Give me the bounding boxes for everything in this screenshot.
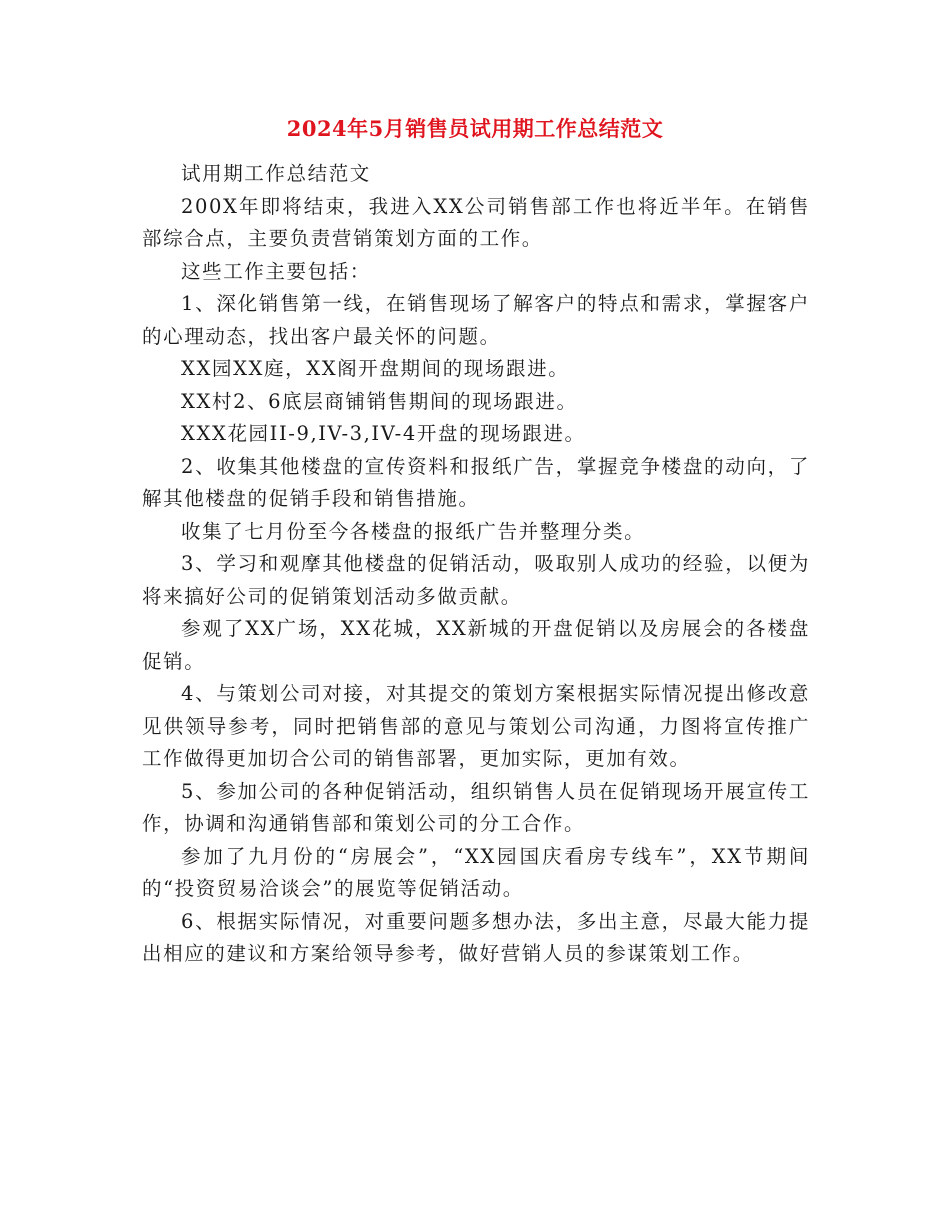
paragraph: 6、根据实际情况，对重要问题多想办法，多出主意，尽最大能力提出相应的建议和方案给领导参考，做好营销人员的参谋策划工作。 bbox=[142, 909, 810, 965]
paragraph: 试用期工作总结范文 bbox=[181, 162, 371, 185]
paragraph: 5、参加公司的各种促销活动，组织销售人员在促销现场开展宣传工作，协调和沟通销售部和策划公司的分工合作。 bbox=[142, 779, 810, 835]
paragraph: XX村2、6底层商铺销售期间的现场跟进。 bbox=[181, 389, 578, 413]
paragraph: XXX花园II-9,IV-3,IV-4开盘的现场跟进。 bbox=[181, 422, 586, 445]
paragraph: 收集了七月份至今各楼盘的报纸广告并整理分类。 bbox=[181, 519, 646, 543]
paragraph: 这些工作主要包括： bbox=[181, 259, 371, 283]
paragraph: 参观了XX广场，XX花城，XX新城的开盘促销以及房展会的各楼盘促销。 bbox=[142, 617, 810, 673]
paragraph: 1、深化销售第一线，在销售现场了解客户的特点和需求，掌握客户的心理动态，找出客户最关怀的问题。 bbox=[142, 292, 810, 348]
document-body bbox=[142, 158, 810, 971]
paragraph: 3、学习和观摩其他楼盘的促销活动，吸取别人成功的经验，以便为将来搞好公司的促销策划活动多做贡献。 bbox=[142, 552, 810, 608]
paragraph: 2、收集其他楼盘的宣传资料和报纸广告，掌握竞争楼盘的动向，了解其他楼盘的促销手段和销售措施。 bbox=[142, 454, 810, 510]
paragraph: 4、与策划公司对接，对其提交的策划方案根据实际情况提出修改意见供领导参考，同时把销售部的意见与策划公司沟通，力图将宣传推广工作做得更加切合公司的销售部署，更加实际，更加有效。 bbox=[142, 682, 810, 770]
paragraph: 参加了九月份的“房展会”，“XX园国庆看房专线车”，XX节期间的“投资贸易洽谈会”的展览等促销活动。 bbox=[142, 844, 810, 900]
paragraph: XX园XX庭，XX阁开盘期间的现场跟进。 bbox=[181, 357, 570, 380]
paragraph: 200X年即将结束，我进入XX公司销售部工作也将近半年。在销售部综合点，主要负责营销策划方面的工作。 bbox=[142, 194, 810, 250]
document-title: 2024年5月销售员试用期工作总结范文 bbox=[286, 116, 664, 141]
